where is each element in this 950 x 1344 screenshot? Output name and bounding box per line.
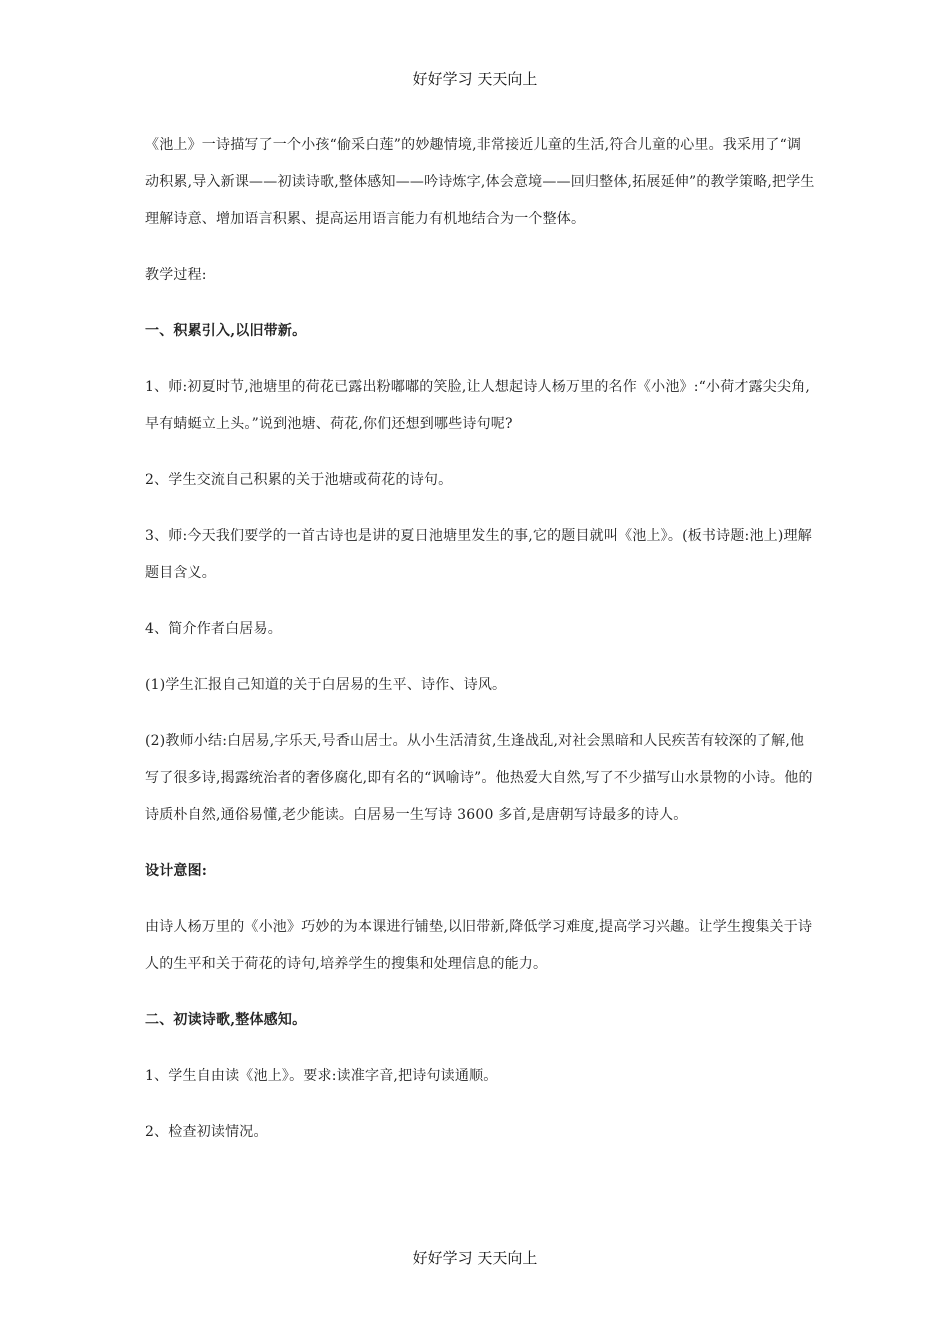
step-3: 3、师:今天我们要学的一首古诗也是讲的夏日池塘里发生的事,它的题目就叫《池上》。(板书诗题:池上)理解题目含义。 bbox=[145, 528, 812, 581]
design-intent-text: 由诗人杨万里的《小池》巧妙的为本课进行铺垫,以旧带新,降低学习难度,提高学习兴趣。让学生搜集关于诗人的生平和关于荷花的诗句,培养学生的搜集和处理信息的能力。 bbox=[145, 919, 813, 972]
read-step-2: 2、检查初读情况。 bbox=[145, 1124, 268, 1140]
step-2: 2、学生交流自己积累的关于池塘或荷花的诗句。 bbox=[145, 472, 453, 488]
step-4-sub-2: (2)教师小结:白居易,字乐天,号香山居士。从小生活清贫,生逢战乱,对社会黑暗和人民疾苦有较深的了解,他写了很多诗,揭露统治者的奢侈腐化,即有名的“讽喻诗”。他热爱大自然,写了不少描写山水景物的小诗。他的诗质朴自然,通俗易懂,老少能读。白居易一生写诗 3600 多首,是唐朝写诗最多的诗人。 bbox=[145, 733, 813, 823]
section-heading-2: 二、初读诗歌,整体感知。 bbox=[145, 1012, 307, 1028]
read-step-1: 1、学生自由读《池上》。要求:读准字音,把诗句读通顺。 bbox=[145, 1068, 498, 1084]
step-4-sub-1: (1)学生汇报自己知道的关于白居易的生平、诗作、诗风。 bbox=[145, 677, 507, 693]
document-body bbox=[145, 127, 815, 1151]
design-intent-heading: 设计意图: bbox=[145, 863, 208, 879]
step-1: 1、师:初夏时节,池塘里的荷花已露出粉嘟嘟的笑脸,让人想起诗人杨万里的名作《小池》:“小荷才露尖尖角,早有蜻蜓立上头。”说到池塘、荷花,你们还想到哪些诗句呢? bbox=[145, 379, 811, 432]
step-4: 4、简介作者白居易。 bbox=[145, 621, 282, 637]
section-heading-1: 一、积累引入,以旧带新。 bbox=[145, 323, 307, 339]
page-footer: 好好学习 天天向上 bbox=[412, 1249, 538, 1267]
page-header: 好好学习 天天向上 bbox=[412, 70, 538, 88]
process-label: 教学过程: bbox=[145, 267, 207, 283]
intro-paragraph: 《池上》一诗描写了一个小孩“偷采白莲”的妙趣情境,非常接近儿童的生活,符合儿童的心里。我采用了“调动积累,导入新课——初读诗歌,整体感知——吟诗炼字,体会意境——回归整体,拓展延伸”的教学策略,把学生理解诗意、增加语言积累、提高运用语言能力有机地结合为一个整体。 bbox=[145, 137, 815, 227]
